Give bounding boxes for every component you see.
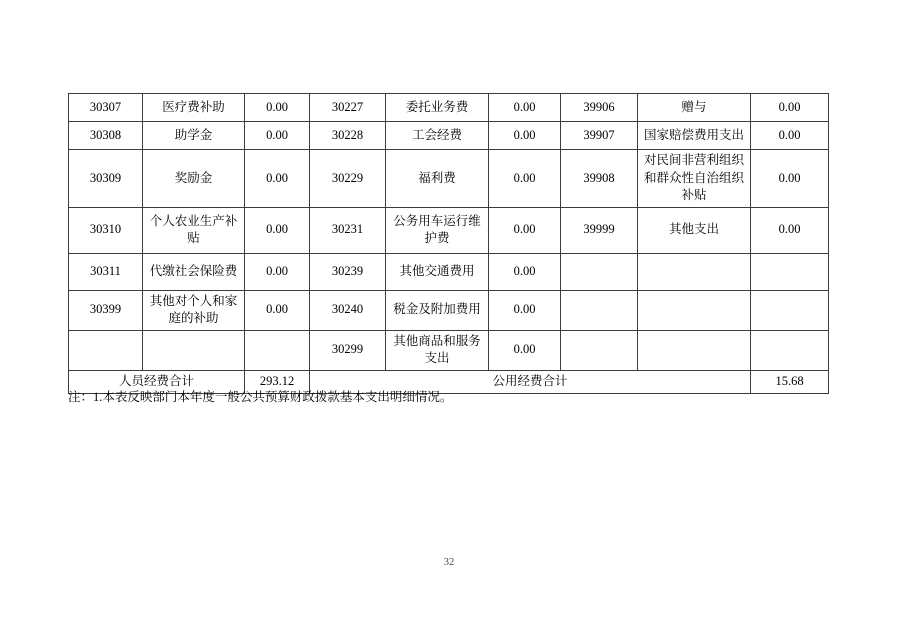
table-cell-code: 30228 (310, 122, 386, 150)
personnel-total-label: 人员经费合计 (69, 370, 245, 393)
table-cell-value: 0.00 (489, 150, 561, 208)
table-cell-code: 30399 (69, 290, 143, 330)
public-total-value: 15.68 (751, 370, 829, 393)
table-cell-code (561, 290, 638, 330)
table-cell-code: 30229 (310, 150, 386, 208)
table-cell-value: 0.00 (751, 122, 829, 150)
table-cell-code (561, 253, 638, 290)
table-cell-name: 国家赔偿费用支出 (638, 122, 751, 150)
table-cell-code: 39999 (561, 207, 638, 253)
table-cell-name (638, 290, 751, 330)
table-cell-code: 30240 (310, 290, 386, 330)
table-cell-value: 0.00 (751, 150, 829, 208)
table-cell-code: 30231 (310, 207, 386, 253)
table-row (69, 122, 829, 150)
table-cell-name: 奖励金 (143, 150, 245, 208)
table-cell-name: 其他交通费用 (386, 253, 489, 290)
table-cell-value: 0.00 (245, 150, 310, 208)
table-cell-value: 0.00 (489, 253, 561, 290)
table-cell-name: 委托业务费 (386, 94, 489, 122)
table-cell-value (245, 330, 310, 370)
table-cell-value (751, 330, 829, 370)
table-row (69, 253, 829, 290)
table-cell-code: 30308 (69, 122, 143, 150)
table-cell-value: 0.00 (751, 94, 829, 122)
table-cell-name (143, 330, 245, 370)
table-note: 注：1.本表反映部门本年度一般公共预算财政拨款基本支出明细情况。 (68, 390, 453, 404)
table-cell-value: 0.00 (489, 330, 561, 370)
table-cell-value: 0.00 (245, 94, 310, 122)
table-cell-code: 39908 (561, 150, 638, 208)
page-number: 32 (443, 557, 455, 568)
table-row (69, 207, 829, 253)
table-cell-code: 39907 (561, 122, 638, 150)
basic-expenditure-detail-table (68, 93, 829, 394)
table-cell-value: 0.00 (245, 122, 310, 150)
table-cell-name: 赠与 (638, 94, 751, 122)
table-cell-code (561, 330, 638, 370)
table-cell-name: 代缴社会保险费 (143, 253, 245, 290)
table-cell-value: 0.00 (489, 207, 561, 253)
table-cell-name: 其他对个人和家庭的补助 (143, 290, 245, 330)
table-cell-value: 0.00 (245, 207, 310, 253)
table-cell-code: 30311 (69, 253, 143, 290)
table-cell-name: 税金及附加费用 (386, 290, 489, 330)
table-cell-code: 30239 (310, 253, 386, 290)
table-cell-code: 30309 (69, 150, 143, 208)
table-cell-name: 公务用车运行维护费 (386, 207, 489, 253)
table-cell-value (751, 290, 829, 330)
table-cell-value: 0.00 (489, 290, 561, 330)
public-total-label: 公用经费合计 (310, 370, 751, 393)
table-row (69, 290, 829, 330)
table-cell-name: 工会经费 (386, 122, 489, 150)
table-cell-value: 0.00 (245, 253, 310, 290)
table-cell-value: 0.00 (489, 122, 561, 150)
table-cell-code: 39906 (561, 94, 638, 122)
table-cell-code (69, 330, 143, 370)
table-row (69, 94, 829, 122)
table-cell-name (638, 330, 751, 370)
table-cell-name: 其他商品和服务支出 (386, 330, 489, 370)
table-cell-name: 医疗费补助 (143, 94, 245, 122)
table-cell-value: 0.00 (489, 94, 561, 122)
table-cell-name: 福利费 (386, 150, 489, 208)
table-cell-name (638, 253, 751, 290)
table-row (69, 150, 829, 208)
table-cell-name: 助学金 (143, 122, 245, 150)
table-cell-value: 0.00 (245, 290, 310, 330)
table-cell-value: 0.00 (751, 207, 829, 253)
table-cell-name: 对民间非营利组织和群众性自治组织补贴 (638, 150, 751, 208)
table-cell-code: 30307 (69, 94, 143, 122)
table-row (69, 330, 829, 370)
table-cell-code: 30299 (310, 330, 386, 370)
table-cell-value (751, 253, 829, 290)
table-cell-code: 30310 (69, 207, 143, 253)
table-cell-name: 其他支出 (638, 207, 751, 253)
personnel-total-value: 293.12 (245, 370, 310, 393)
table-cell-name: 个人农业生产补贴 (143, 207, 245, 253)
table-cell-code: 30227 (310, 94, 386, 122)
